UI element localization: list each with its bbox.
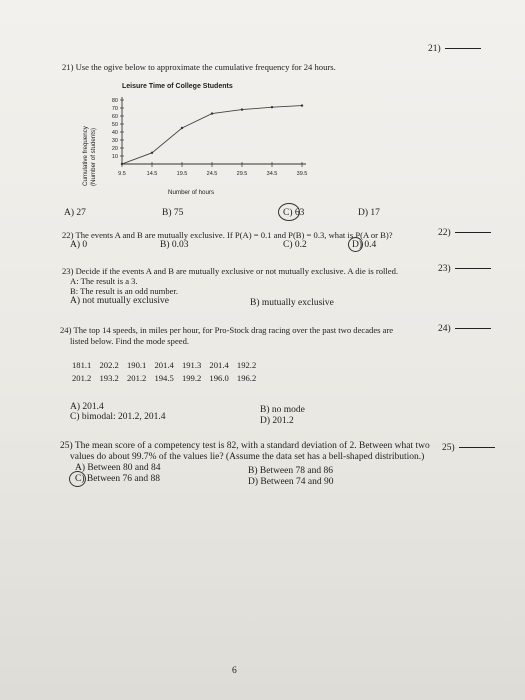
q25-option-b[interactable]: B) Between 78 and 86 [248,466,333,476]
q22-answer-line [455,232,491,233]
ogive-point [241,108,243,110]
q22-option-d[interactable]: D) 0.4 [352,240,377,250]
q22-answer-slot [438,228,491,238]
q23-answer-line [455,268,491,269]
q21-option-c[interactable]: C) 63 [283,208,305,218]
q21-answer-slot [428,44,481,54]
q25-answer-circle [69,471,86,487]
ogive-point [181,127,183,129]
chart-ylabel-line1: Cumulative frequency [82,126,89,186]
q21-number: 21) [428,44,441,54]
q22-number: 22) [438,228,451,238]
q24-answer-line [455,328,491,329]
q23-answer-slot [438,264,491,274]
q24-prompt-line1: 24) The top 14 speeds, in miles per hour, for Pro-Stock drag racing over the past two decades are [60,325,394,335]
q23-event-a: A: The result is a 3. [70,276,138,286]
q23-option-b[interactable]: B) mutually exclusive [250,298,334,308]
q21-answer-circle [278,203,300,221]
q21-answer-line [445,48,481,49]
q22-answer-circle [348,237,363,252]
q21-option-d[interactable]: D) 17 [358,208,380,218]
y-tick-label: 80 [111,98,118,104]
q25-option-a[interactable]: A) Between 80 and 84 [75,463,161,473]
ogive-point [121,163,123,165]
x-tick-label: 39.5 [296,171,308,177]
q21-prompt: 21) Use the ogive below to approximate the cumulative frequency for 24 hours. [62,62,336,72]
q25-option-d[interactable]: D) Between 74 and 90 [248,477,334,487]
ogive-point [211,112,213,114]
ogive-point [301,104,303,106]
q25-answer-slot [442,443,495,453]
q21-option-b[interactable]: B) 75 [162,208,184,218]
q23-number: 23) [438,264,451,274]
x-tick-label: 29.5 [236,171,248,177]
x-tick-label: 34.5 [266,171,278,177]
q25-prompt-line2: values do about 99.7% of the values lie? (Assume the data set has a bell-shaped distribution.) [70,452,425,462]
q21-option-a[interactable]: A) 27 [64,208,86,218]
chart-title: Leisure Time of College Students [122,83,233,90]
q25-number: 25) [442,443,455,453]
q24-data-row-2: 201.2 193.2 201.2 194.5 199.2 196.0 196.2 [72,373,257,383]
q24-option-b[interactable]: B) no mode [260,405,305,415]
q24-option-d[interactable]: D) 201.2 [260,416,294,426]
y-tick-label: 30 [111,138,118,144]
ogive-point [271,106,273,108]
ogive-point [151,152,153,154]
y-tick-label: 70 [111,106,118,112]
x-tick-label: 24.5 [206,171,218,177]
q24-answer-slot [438,324,491,334]
q23-prompt: 23) Decide if the events A and B are mutually exclusive or not mutually exclusive. A die is rolled. [62,266,399,276]
q24-option-a[interactable]: A) 201.4 [70,402,104,412]
y-tick-label: 50 [111,122,118,128]
q25-prompt-line1: 25) The mean score of a competency test is 82, with a standard deviation of 2. Between what two [60,441,430,451]
q22-option-a[interactable]: A) 0 [70,240,88,250]
ogive-chart [100,92,320,192]
q24-prompt-line2: listed below. Find the mode speed. [70,336,190,346]
chart-xlabel: Number of hours [168,189,215,196]
q22-option-c[interactable]: C) 0.2 [283,240,307,250]
q25-answer-line [459,447,495,448]
q23-event-b: B: The result is an odd number. [70,286,178,296]
q22-option-b[interactable]: B) 0.03 [160,240,189,250]
x-tick-label: 19.5 [176,171,188,177]
x-tick-label: 14.5 [146,171,158,177]
q23-option-a[interactable]: A) not mutually exclusive [70,296,169,306]
q24-option-c[interactable]: C) bimodal: 201.2, 201.4 [70,412,166,422]
page-number: 6 [232,666,237,676]
chart-ylabel-line2: (Number of students) [90,127,97,186]
q24-data-row-1: 181.1 202.2 190.1 201.4 191.3 201.4 192.2 [72,360,257,370]
q24-number: 24) [438,324,451,334]
q22-prompt: 22) The events A and B are mutually exclusive. If P(A) = 0.1 and P(B) = 0.3, what is P(A or B)? [62,230,393,240]
y-tick-label: 40 [111,130,118,136]
y-tick-label: 10 [111,154,118,160]
q25-option-c[interactable]: C) Between 76 and 88 [75,474,160,484]
x-tick-label: 9.5 [118,171,126,177]
y-tick-label: 60 [111,114,118,120]
y-tick-label: 20 [111,146,118,152]
